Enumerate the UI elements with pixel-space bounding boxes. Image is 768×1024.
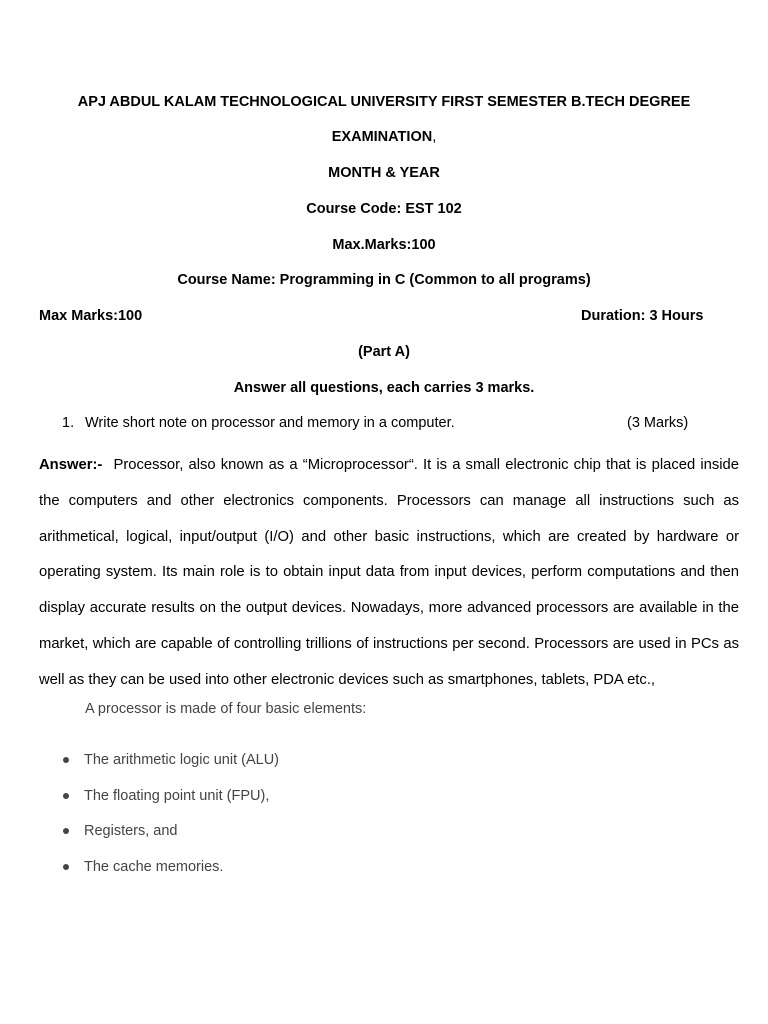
- duration: Duration: 3 Hours: [581, 308, 704, 324]
- part-title: (Part A): [358, 344, 410, 360]
- list-item: Registers, and: [84, 823, 178, 839]
- max-marks-center: Max.Marks:100: [332, 237, 436, 253]
- university-title: APJ ABDUL KALAM TECHNOLOGICAL UNIVERSITY FIRST SEMESTER B.TECH DEGREE: [77, 94, 691, 110]
- answer-body: Processor, also known as a “Microprocessor“. It is a small electronic chip that is placed inside the computers and other electronics components. Processors can manage all instructions such as arithmetical, logical, input/output (I/O) and other basic instructions, which are created by hardware or operating system. Its main role is to obtain input data from input devices, perform computations and then display accurate results on the output devices. Nowadays, more advanced processors are available in the market, which are capable of controlling trillions of instructions per second. Processors are used in PCs as well as they can be used into other electronic devices such as smartphones, tablets, PDA etc.,: [39, 457, 739, 688]
- answer-paragraph: [39, 448, 739, 699]
- elements-intro: A processor is made of four basic elements:: [85, 701, 367, 717]
- exam-title-text: EXAMINATION: [331, 129, 433, 145]
- bullet-icon: [63, 828, 69, 834]
- bullet-icon: [63, 757, 69, 763]
- question-text: Write short note on processor and memory in a computer.: [85, 415, 455, 431]
- list-item: The floating point unit (FPU),: [84, 788, 270, 804]
- exam-title: [0, 127, 768, 147]
- part-instruction: Answer all questions, each carries 3 marks.: [233, 380, 535, 396]
- course-code: Course Code: EST 102: [306, 201, 462, 217]
- max-marks-left: Max Marks:100: [39, 308, 143, 324]
- list-item: The arithmetic logic unit (ALU): [84, 752, 280, 768]
- question-marks: (3 Marks): [627, 415, 689, 431]
- exam-title-comma: ,: [432, 129, 437, 145]
- question-number: 1.: [62, 415, 75, 431]
- month-year: MONTH & YEAR: [328, 165, 440, 181]
- list-item: The cache memories.: [84, 859, 224, 875]
- bullet-icon: [63, 864, 69, 870]
- bullet-icon: [63, 793, 69, 799]
- course-name: Course Name: Programming in C (Common to all programs): [177, 272, 591, 288]
- answer-label: Answer:-: [39, 457, 103, 473]
